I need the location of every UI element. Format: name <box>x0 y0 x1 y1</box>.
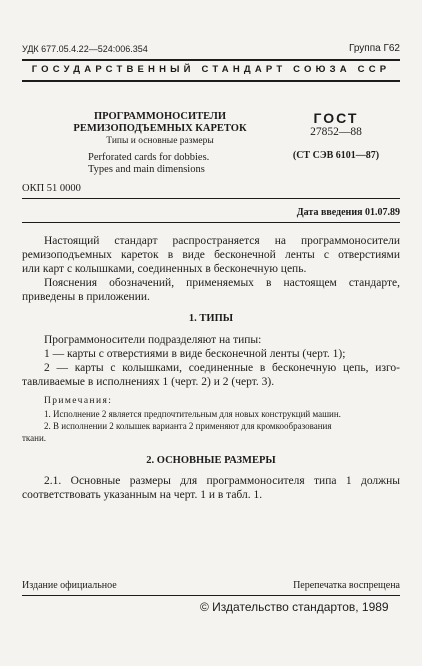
title-line-2: РЕМИЗОПОДЪЕМНЫХ КАРЕТОК <box>73 123 247 134</box>
footer-official-edition: Издание официальное <box>22 580 117 591</box>
title-english-line-2: Types and main dimensions <box>88 164 205 175</box>
effective-date: Дата введения 01.07.89 <box>296 207 400 218</box>
header-rule-bottom <box>22 80 400 82</box>
header-rule-top <box>22 59 400 61</box>
udk-code: УДК 677.05.4.22—524:006.354 <box>22 44 148 54</box>
state-standard-banner: ГОСУДАРСТВЕННЫЙ СТАНДАРТ СОЮЗА ССР <box>31 64 391 75</box>
intro-line-1: Настоящий стандарт распространяется на программоносители <box>44 235 400 247</box>
intro-line-4: Пояснения обозначений, применяемых в настоящем стандарте, <box>44 277 400 289</box>
effective-date-rule <box>22 222 400 223</box>
section-2-heading: 2. ОСНОВНЫЕ РАЗМЕРЫ <box>146 455 276 466</box>
section-1-line-2: 1 — карты с отверстиями в виде бесконечной ленты (черт. 1); <box>44 348 346 360</box>
sev-reference: (СТ СЭВ 6101—87) <box>292 150 380 161</box>
section-1-line-4: тавливаемые в исполнениях 1 (черт. 2) и 2 (черт. 3). <box>22 376 275 388</box>
section-1-line-1: Программоносители подразделяют на типы: <box>44 334 262 346</box>
title-english-line-1: Perforated cards for dobbies. <box>88 152 210 163</box>
gost-label: ГОСТ <box>313 110 359 126</box>
section-2-line-2: соответствовать указанным на черт. 1 и в табл. 1. <box>22 489 263 501</box>
title-line-1: ПРОГРАММОНОСИТЕЛИ <box>93 111 227 122</box>
note-1: 1. Исполнение 2 является предпочтительным для новых конструкций машин. <box>44 409 341 419</box>
intro-line-2: ремизоподъемных кареток в виде бесконечной ленты с отверстиями <box>22 249 400 261</box>
title-subtitle: Типы и основные размеры <box>106 136 214 146</box>
section-1-heading: 1. ТИПЫ <box>188 313 234 324</box>
intro-line-3: или карт с колышками, соединенных в бесконечную цепь. <box>22 263 307 275</box>
note-2-continuation: ткани. <box>22 433 47 443</box>
notes-label: Примечания: <box>44 396 113 406</box>
okp-rule <box>22 198 400 199</box>
footer-rule <box>22 595 400 596</box>
intro-line-5: приведены в приложении. <box>22 291 150 303</box>
group-code: Группа Г62 <box>348 43 400 54</box>
gost-number: 27852—88 <box>310 126 362 138</box>
note-2: 2. В исполнении 2 колышек варианта 2 применяют для кромкообразования <box>44 421 332 431</box>
section-1-line-3: 2 — карты с колышками, соединенные в бесконечную цепь, изго- <box>44 362 400 374</box>
footer-copyright: © Издательство стандартов, 1989 <box>200 600 389 614</box>
footer-reprint-prohibited: Перепечатка воспрещена <box>293 580 400 591</box>
section-2-line-1: 2.1. Основные размеры для программоносителя типа 1 должны <box>44 475 400 487</box>
okp-code: ОКП 51 0000 <box>22 183 81 194</box>
